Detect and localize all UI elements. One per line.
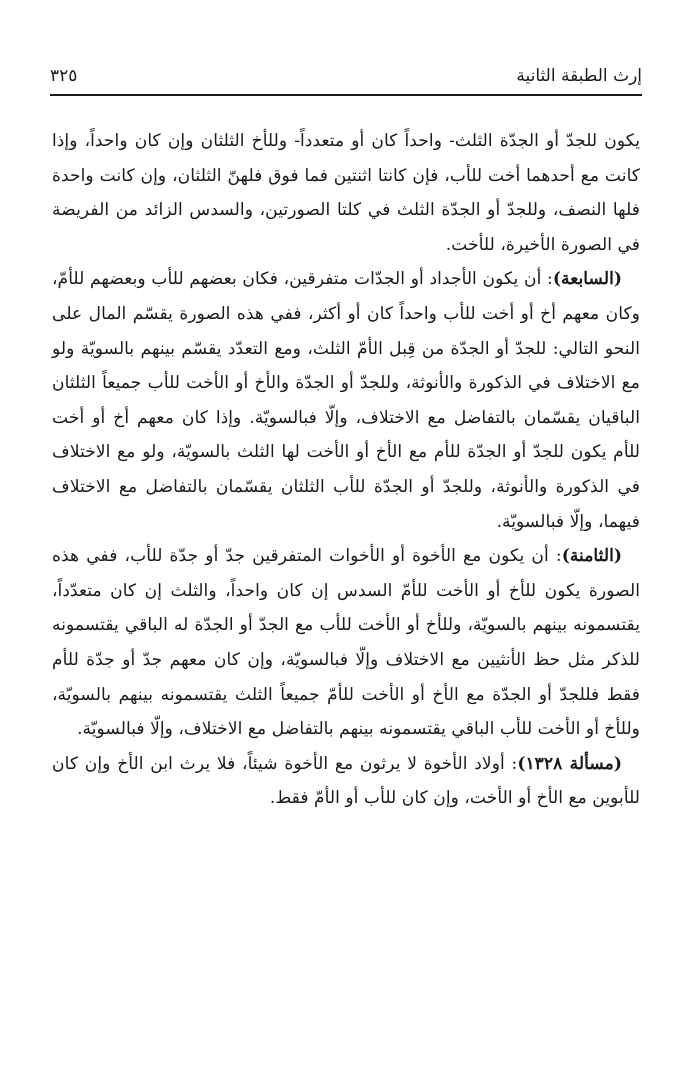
paragraph-text: : أن يكون مع الأخوة أو الأخوات المتفرقين جدّ أو جدّة للأب، ففي هذه الصورة يكون للأخ أو الأخت للأمّ السدس إن كان واحداً، والثلث إن كان متعدّداً، يقتسمونه بينهم بالسويّة، وللأخ أو الأخت للأب مع الجدّ أو الجدّة له الباقي يقتسمونه للذكر مثل حظ الأنثيين مع الاختلاف وإلّا فبالسويّة، وإن كان معهم جدّ أو جدّة للأم فقط فللجدّ أو الجدّة مع الأخ أو الأخت للأمّ جميعاً الثلث يقتسمونه بينهم بالسويّة، وللأخ أو الأخت للأب الباقي يقتسمونه بينهم بالتفاضل مع الاختلاف، وإلّا فبالسويّة. (52, 546, 640, 740)
case-heading: (الثامنة) (561, 546, 622, 567)
paragraph-case-eight (52, 539, 640, 747)
page-number: ٣٢٥ (50, 66, 78, 86)
paragraph-continued (52, 124, 640, 262)
issue-heading: (مسألة ١٣٢٨) (517, 753, 623, 774)
case-heading: (السابعة) (552, 269, 622, 290)
paragraph-text: : أولاد الأخوة لا يرثون مع الأخوة شيئاً، فلا يرث ابن الأخ وإن كان للأبوين مع الأخ أو الأخت، وإن كان للأب أو الأمّ فقط. (52, 753, 640, 809)
page-header (50, 60, 642, 92)
body-text (52, 124, 640, 816)
header-rule (50, 94, 642, 96)
paragraph-text: يكون للجدّ أو الجدّة الثلث- واحداً كان أو متعدداً- وللأخ الثلثان وإن كان واحداً، وإذا كانت مع أحدهما أخت للأب، فإن كانتا اثنتين فما فوق فلهنّ الثلثان، وإن كانت واحدة فلها النصف، وللجدّ أو الجدّة الثلث في كلتا الصورتين، والسدس الزائد من الفريضة في الصورة الأخيرة، للأخت. (52, 131, 640, 255)
running-title: إرث الطبقة الثانية (516, 66, 642, 86)
paragraph-issue (52, 747, 640, 816)
paragraph-text: : أن يكون الأجداد أو الجدّات متفرقين، فكان بعضهم للأب وبعضهم للأمّ، وكان معهم أخ أو أخت للأب واحداً كان أو أكثر، ففي هذه الصورة يقسّم المال على النحو التالي: للجدّ أو الجدّة من قِبل الأمّ الثلث، ومع التعدّد يقسّم بينهم بالسويّة ولو مع الاختلاف في الذكورة والأنوثة، وللجدّ أو الجدّة والأخ أو الأخت للأب جميعاً الثلثان الباقيان يقسّمان بالتفاضل مع الاختلاف، وإلّا فبالسويّة. وإذا كان معهم أخ أو أخت للأم يكون للجدّ أو الجدّة للأم مع الأخ أو الأخت لها الثلث بالسويّة، ولو مع الاختلاف في الذكورة والأنوثة، وللجدّ أو الجدّة للأب الثلثان يقسّمان بالتفاضل مع الاختلاف فيهما، وإلّا فبالسويّة. (52, 269, 640, 532)
paragraph-case-seven (52, 262, 640, 539)
